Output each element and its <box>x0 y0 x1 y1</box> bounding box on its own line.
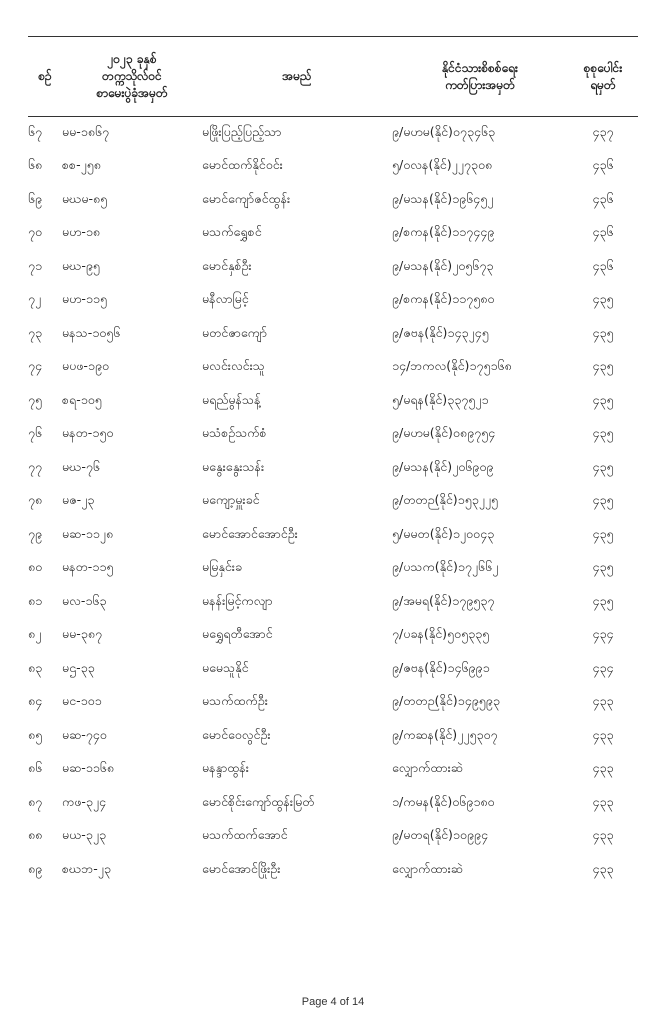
student-name-cell: မောင်ကျော်ဇင်ထွန်း <box>202 190 291 206</box>
total-marks-cell: ၄၃၃ <box>592 760 614 776</box>
roll-no-cell: မဟ-၁၁၅ <box>62 291 107 307</box>
roll-no-cell: မင-၁၀၁ <box>62 693 102 709</box>
nrc-cell: ၉/စကန(နိုင်)၁၁၇၅၈၀ <box>392 291 495 307</box>
nrc-cell: ၉/အမရ(နိုင်)၁၇၉၅၃၇ <box>392 592 495 608</box>
total-marks-cell: ၄၃၅ <box>592 324 614 340</box>
total-marks-cell: ၄၃၅ <box>592 458 614 474</box>
student-name-cell: မနီလာမြင့် <box>202 291 249 307</box>
serial-no-cell: ၈၁ <box>28 592 43 608</box>
student-name-cell: မသက်ရွှေစင် <box>202 224 262 240</box>
total-marks-cell: ၄၃၇ <box>592 124 614 139</box>
roll-no-cell: မဃမ-၈၅ <box>62 190 108 206</box>
roll-no-cell: မဟ-၁၈ <box>62 224 101 240</box>
student-name-cell: မနွေးနွေးသန်း <box>202 458 265 474</box>
page-footer <box>0 996 666 1008</box>
student-name-cell: မသံစဉ်သက်စံ <box>202 425 267 441</box>
table-row <box>28 418 638 452</box>
serial-no-cell: ၇၄ <box>28 358 43 374</box>
nrc-cell: ၉/မသန(နိုင်)၂၀၅၆၇၃ <box>392 257 494 273</box>
nrc-cell: ၉/ကဆန(နိုင်)၂၂၅၃၀၇ <box>392 726 498 742</box>
total-marks-cell: ၄၃၃ <box>592 827 614 843</box>
header-roll-no <box>62 37 202 117</box>
total-marks-cell: ၄၃၅ <box>592 425 614 441</box>
roll-no-cell: မဆ-၇၄၀ <box>62 726 107 742</box>
header-serial-no <box>28 37 62 117</box>
serial-no-cell: ၆၈ <box>28 157 43 173</box>
table-row <box>28 552 638 586</box>
roll-no-cell: မဃ-၉၅ <box>62 257 100 273</box>
total-marks-cell: ၄၃၆ <box>592 224 614 240</box>
serial-no-cell: ၈၇ <box>28 793 43 809</box>
header-row <box>28 37 638 117</box>
student-name-cell: မသက်ထက်ဦး <box>202 693 268 709</box>
serial-no-cell: ၈၅ <box>28 726 43 742</box>
nrc-cell: လျှောက်ထားဆဲ <box>392 860 463 876</box>
table-row <box>28 820 638 854</box>
total-marks-cell: ၄၃၅ <box>592 492 614 508</box>
table-row <box>28 854 638 888</box>
page-number: Page 4 of 14 <box>301 996 365 1008</box>
roll-no-cell: မယ-၃၂၃ <box>62 827 106 843</box>
serial-no-cell: ၇၁ <box>28 257 43 273</box>
table-row <box>28 318 638 352</box>
table-row <box>28 117 638 151</box>
total-marks-cell: ၄၃၅ <box>592 358 614 374</box>
table-row <box>28 385 638 419</box>
table-header <box>28 37 638 117</box>
student-name-cell: မကျော့မှူးခင် <box>202 492 260 508</box>
student-name-cell: မတင်ဇာကျော် <box>202 324 267 340</box>
roll-no-cell: မဇ-၂၃ <box>62 492 95 508</box>
table-row <box>28 653 638 687</box>
roll-no-cell: မမ-၁၈၆၇ <box>62 124 110 139</box>
serial-no-cell: ၇၈ <box>28 492 43 508</box>
table-row <box>28 150 638 184</box>
roll-no-cell: မမ-၃၈၇ <box>62 626 102 642</box>
table-row <box>28 619 638 653</box>
serial-no-cell: ၈၀ <box>28 559 43 575</box>
student-name-cell: မမြနှင်းခ <box>202 559 242 575</box>
student-name-cell: မမေသူနိုင် <box>202 659 249 675</box>
nrc-cell: ၉/မဟမ(နိုင်)၀၈၉၇၅၄ <box>392 425 496 441</box>
student-name-cell: မဖြိုးပြည့်ပြည့်သာ <box>202 124 282 139</box>
total-marks-cell: ၄၃၅ <box>592 525 614 541</box>
roll-no-cell: စစ-၂၅၈ <box>62 157 101 173</box>
roll-no-cell: မနတ-၁၅၀ <box>62 425 114 441</box>
table-row <box>28 787 638 821</box>
total-marks-cell: ၄၃၅ <box>592 559 614 575</box>
total-marks-cell: ၄၃၄ <box>592 659 614 675</box>
serial-no-cell: ၈၉ <box>28 860 43 876</box>
nrc-cell: ၉/မဟမ(နိုင်)၀၇၃၄၆၃ <box>392 124 496 139</box>
student-name-cell: မနန္ဒာထွန်း <box>202 760 249 776</box>
nrc-cell: ၉/မသန(နိုင်)၁၉၆၄၅၂ <box>392 190 494 206</box>
serial-no-cell: ၇၃ <box>28 324 43 340</box>
total-marks-cell: ၄၃၃ <box>592 726 614 742</box>
student-name-cell: မနန်းမြင့်ကလျာ <box>202 592 273 608</box>
header-nrc-line1: နိုင်ငံသားစိစစ်ရေး <box>442 60 518 75</box>
table-row <box>28 184 638 218</box>
nrc-cell: ၉/မသန(နိုင်)၂၀၆၉၀၉ <box>392 458 494 474</box>
header-serial-no-text: စဉ် <box>38 69 52 83</box>
roll-no-cell: မဃ-၇၆ <box>62 458 100 474</box>
nrc-cell: ၅/မမတ(နိုင်)၁၂၀၀၄၃ <box>392 525 495 541</box>
student-name-cell: မောင်စိုင်းကျော်ထွန်းမြတ် <box>202 793 315 809</box>
table-row <box>28 452 638 486</box>
total-marks-cell: ၄၃၆ <box>592 190 614 206</box>
nrc-cell: ၅/ဝလန(နိုင်)၂၂၇၃၀၈ <box>392 157 493 173</box>
student-name-cell: မောင်နှစ်ဦး <box>202 257 252 273</box>
header-name-text: အမည် <box>282 69 312 83</box>
table-row <box>28 351 638 385</box>
serial-no-cell: ၆၇ <box>28 124 43 139</box>
serial-no-cell: ၇၀ <box>28 224 43 240</box>
nrc-cell: ၁၄/ဘကလ(နိုင်)၁၇၅၁၆၈ <box>392 358 512 374</box>
roll-no-cell: ကဖ-၃၂၄ <box>62 793 107 809</box>
student-name-cell: မသက်ထက်အောင် <box>202 827 288 843</box>
roll-no-cell: မဆ-၁၁၆၈ <box>62 760 114 776</box>
total-marks-cell: ၄၃၅ <box>592 592 614 608</box>
roll-no-cell: မပဖ-၁၉၀ <box>62 358 110 374</box>
total-marks-cell: ၄၃၃ <box>592 793 614 809</box>
table-row <box>28 251 638 285</box>
total-marks-cell: ၄၃၆ <box>592 257 614 273</box>
nrc-cell: ၅/မရန(နိုင်)၃၃၇၅၂၁ <box>392 391 489 407</box>
header-marks-line1: စုစုပေါင်း <box>583 60 623 75</box>
header-nrc-line2: ကတ်ပြားအမှတ် <box>445 77 515 92</box>
serial-no-cell: ၇၉ <box>28 525 43 541</box>
student-name-cell: မရည်မွန်သန့် <box>202 391 261 407</box>
nrc-cell: ၉/ဇဗန(နိုင်)၁၄၆၉၉၁ <box>392 659 490 675</box>
total-marks-cell: ၄၃၅ <box>592 291 614 307</box>
header-total-marks <box>568 37 638 117</box>
student-name-cell: မောင်ထက်နိုင်ဝင်း <box>202 157 283 173</box>
header-name <box>202 37 392 117</box>
table-row <box>28 686 638 720</box>
table-row <box>28 519 638 553</box>
table-row <box>28 753 638 787</box>
roll-no-cell: စရ-၁၀၅ <box>62 391 102 407</box>
nrc-cell: ၁/ကမန(နိုင်)၀၆၉၁၈၀ <box>392 793 495 809</box>
serial-no-cell: ၈၃ <box>28 659 43 675</box>
roll-no-cell: မဆ-၁၁၂၈ <box>62 525 114 541</box>
nrc-cell: ၉/တတဉ(နိုင်)၁၄၉၅၉၃ <box>392 693 500 709</box>
student-name-cell: မရွှေရတီအောင် <box>202 626 273 642</box>
header-roll-line1: ၂၀၂၃ ခုနှစ် <box>107 52 157 66</box>
table-row <box>28 720 638 754</box>
header-nrc <box>392 37 568 117</box>
serial-no-cell: ၈၂ <box>28 626 42 642</box>
roll-no-cell: မနတ-၁၁၅ <box>62 559 114 575</box>
serial-no-cell: ၇၅ <box>28 391 43 407</box>
header-roll-line3: စာမေးပွဲခုံအမှတ် <box>96 86 168 100</box>
serial-no-cell: ၇၇ <box>28 458 43 474</box>
nrc-cell: လျှောက်ထားဆဲ <box>392 760 463 776</box>
nrc-cell: ၉/စကန(နိုင်)၁၁၇၄၄၉ <box>392 224 495 240</box>
student-name-cell: မောင်အောင်အောင်ဦး <box>202 525 298 541</box>
table-row <box>28 284 638 318</box>
table-body <box>28 117 638 888</box>
total-marks-cell: ၄၃၄ <box>592 626 614 642</box>
student-name-cell: မောင်အောင်ဖြိုးဦး <box>202 860 281 876</box>
roll-no-cell: မဌ-၃၃ <box>62 659 95 675</box>
serial-no-cell: ၈၈ <box>28 827 43 843</box>
roll-no-cell: မနသ-၁၀၅၆ <box>62 324 121 340</box>
exam-results-table <box>28 36 638 887</box>
table-row <box>28 217 638 251</box>
serial-no-cell: ၇၆ <box>28 425 43 441</box>
total-marks-cell: ၄၃၅ <box>592 391 614 407</box>
serial-no-cell: ၇၂ <box>28 291 42 307</box>
nrc-cell: ၉/ပသက(နိုင်)၁၇၂၆၆၂ <box>392 559 499 575</box>
total-marks-cell: ၄၃၃ <box>592 693 614 709</box>
total-marks-cell: ၄၃၆ <box>592 157 614 173</box>
serial-no-cell: ၆၉ <box>28 190 43 206</box>
roll-no-cell: စဃဘ-၂၃ <box>62 860 111 876</box>
student-name-cell: မလင်းလင်းသူ <box>202 358 265 374</box>
nrc-cell: ၉/ဇဗန(နိုင်)၁၄၃၂၄၅ <box>392 324 489 340</box>
nrc-cell: ၉/မတရ(နိုင်)၁၀၉၉၄ <box>392 827 489 843</box>
nrc-cell: ၇/ပခန(နိုင်)၅၀၅၃၃၅ <box>392 626 490 642</box>
header-roll-line2: တက္ကသိုလ်ဝင် <box>102 69 162 83</box>
serial-no-cell: ၈၄ <box>28 693 43 709</box>
student-name-cell: မောင်ဝေလွင်ဦး <box>202 726 271 742</box>
serial-no-cell: ၈၆ <box>28 760 43 776</box>
roll-no-cell: မလ-၁၆၃ <box>62 592 107 608</box>
nrc-cell: ၉/တတဉ(နိုင်)၁၅၃၂၂၅ <box>392 492 499 508</box>
table-row <box>28 485 638 519</box>
total-marks-cell: ၄၃၃ <box>592 860 614 876</box>
header-marks-line2: ရမှတ် <box>590 77 616 92</box>
table-row <box>28 586 638 620</box>
